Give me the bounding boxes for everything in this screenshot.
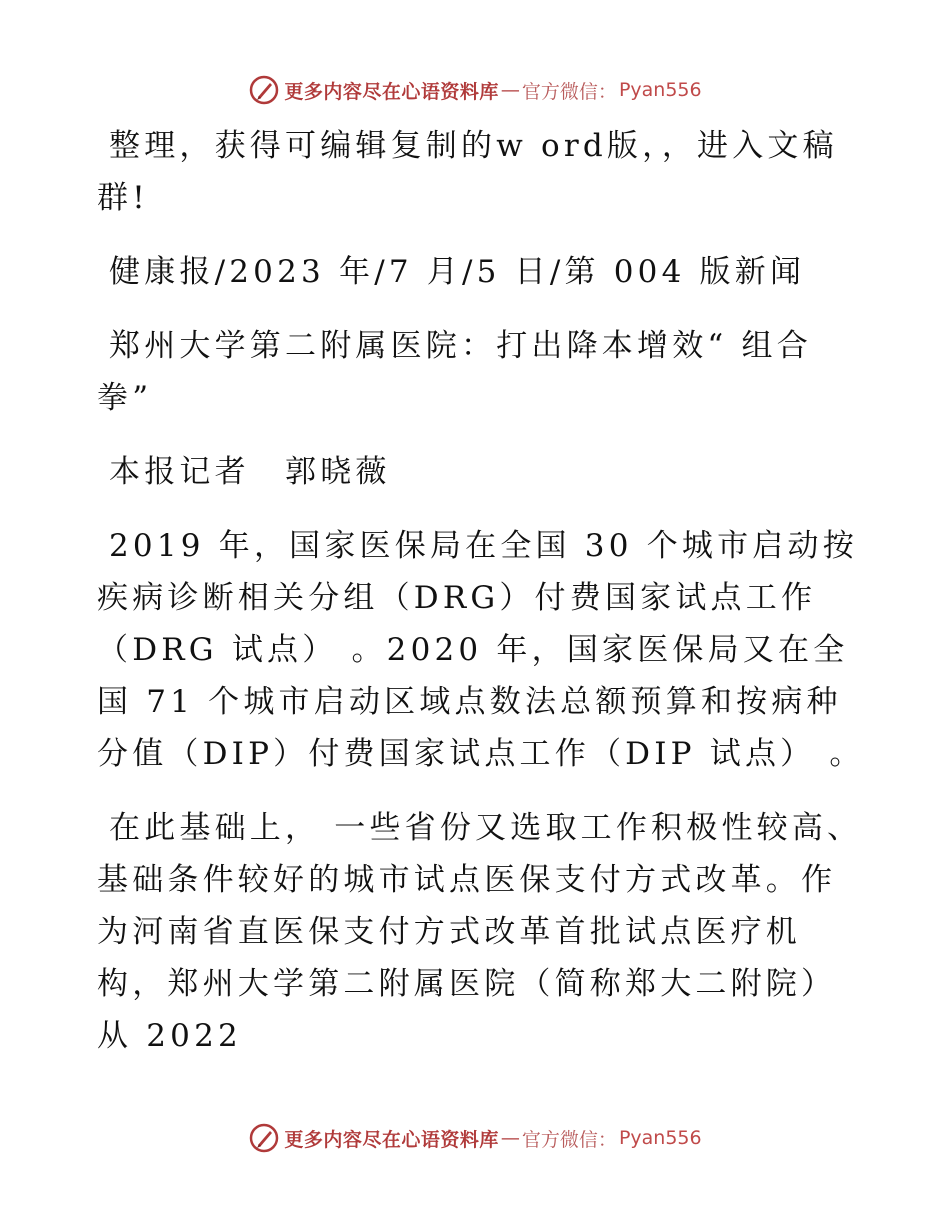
body-paragraph: 2019 年，国家医保局在全国 30 个城市启动按疾病诊断相关分组（DRG）付费国家试点工作（DRG 试点） 。2020 年，国家医保局又在全国 71 个城市启动区域点数法总额预算和按病种分值（DIP）付费国家试点工作（DIP 试点） 。 — [97, 528, 865, 772]
watermark-wechat-id: Pyan556 — [618, 79, 702, 101]
watermark-sub-text: 官方微信： — [521, 1128, 617, 1151]
watermark-dash: — — [500, 1127, 520, 1149]
watermark-main-text: 更多内容尽在心语资料库 — [284, 80, 499, 103]
footer-watermark — [0, 1118, 950, 1158]
intro-paragraph: 整理，获得可编辑复制的w ord版，，进入文稿群! — [97, 128, 838, 216]
quill-logo-icon — [248, 74, 280, 106]
byline: 本报记者 郭晓薇 — [109, 454, 391, 490]
document-body — [97, 120, 867, 1084]
watermark-wechat-id: Pyan556 — [618, 1127, 702, 1149]
watermark-dash: — — [500, 79, 520, 101]
watermark-sub-text: 官方微信： — [521, 80, 617, 103]
source-line: 健康报/2023 年/7 月/5 日/第 004 版新闻 — [109, 254, 806, 290]
header-watermark — [0, 70, 950, 110]
body-paragraph: 在此基础上， 一些省份又选取工作积极性较高、基础条件较好的城市试点医保支付方式改革。作为河南省直医保支付方式改革首批试点医疗机构，郑州大学第二附属医院（简称郑大二附院）从 2022 — [97, 810, 863, 1054]
watermark-main-text: 更多内容尽在心语资料库 — [284, 1128, 499, 1151]
quill-logo-icon — [248, 1122, 280, 1154]
article-title: 郑州大学第二附属医院：打出降本增效“ 组合拳” — [97, 328, 812, 416]
